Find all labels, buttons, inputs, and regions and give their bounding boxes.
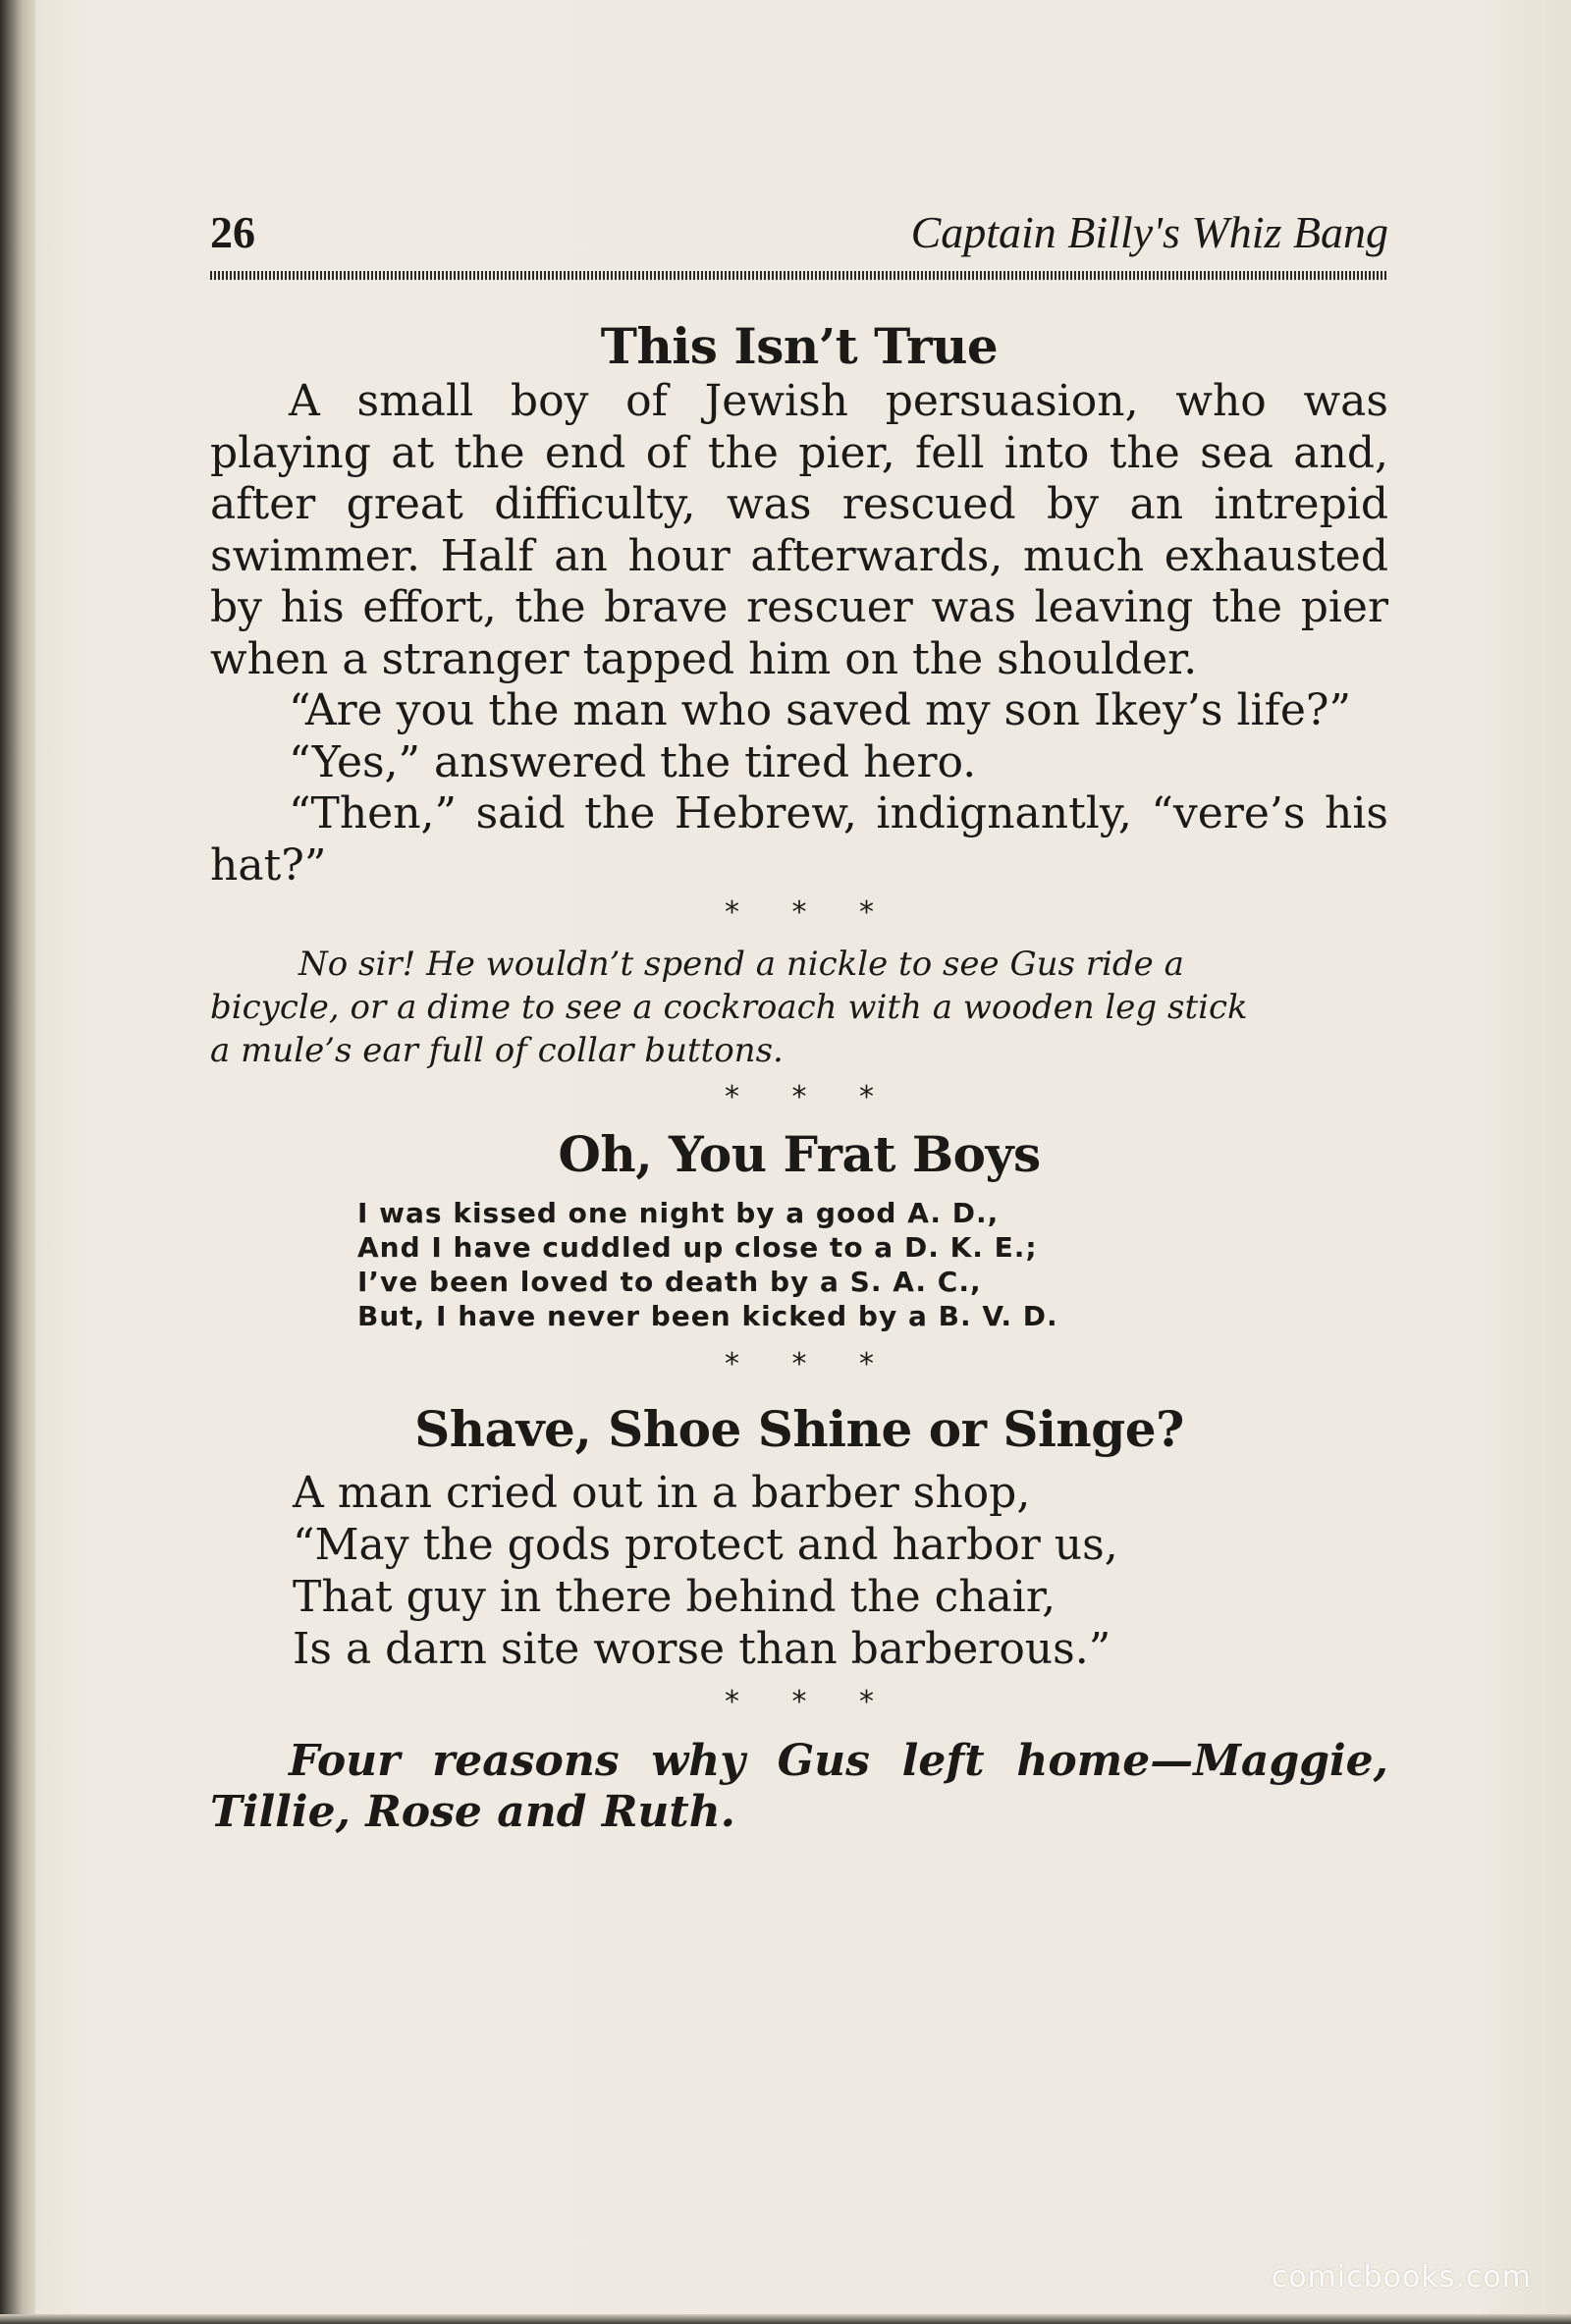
poem-line: That guy in there behind the chair,: [293, 1572, 1056, 1622]
text-column: [210, 206, 1388, 1838]
poem-line: And I have cuddled up close to a D. K. E.;: [357, 1231, 1038, 1264]
joke-gus-nickle: [210, 943, 1388, 1072]
poem-line: A man cried out in a barber shop,: [293, 1468, 1031, 1518]
story-paragraph: “Are you the man who saved my son Ikey’s life?”: [289, 685, 1351, 735]
watermark: comicbooks.com: [1271, 2260, 1532, 2295]
story-title-frat-boys: Oh, You Frat Boys: [558, 1125, 1041, 1183]
running-head: [210, 206, 1388, 265]
poem-line: “May the gods protect and harbor us,: [293, 1520, 1118, 1570]
section-separator: * * *: [724, 895, 875, 930]
running-title: Captain Billy's Whiz Bang: [910, 207, 1388, 257]
section-separator: * * *: [724, 1080, 875, 1114]
poem-line: I’ve been loved to death by a S. A. C.,: [357, 1266, 982, 1298]
section-separator: * * *: [724, 1685, 875, 1719]
joke-line: No sir! He wouldn’t spend a nickle to see Gus ride a: [298, 945, 1184, 984]
poem-line: I was kissed one night by a good A. D.,: [357, 1197, 1000, 1229]
story-paragraph: “Yes,” answered the tired hero.: [289, 736, 977, 787]
section-separator: * * *: [724, 1347, 875, 1381]
story-title-this-isnt-true: This Isn’t True: [600, 317, 999, 375]
joke-line: a mule’s ear full of collar buttons.: [210, 1031, 784, 1070]
page-binding-edge: [0, 0, 35, 2324]
poem-line: Is a darn site worse than barberous.”: [293, 1624, 1111, 1674]
closing-joke: Four reasons why Gus left home—Maggie, Tillie, Rose and Ruth.: [210, 1736, 1388, 1837]
story-paragraph: A small boy of Jewish persuasion, who was playing at the end of the pier, fell into the sea and, after great difficulty, was rescued by an intrepid swimmer. Half an hour afterwards, much exhausted by his effort, the brave rescuer was leaving the pier when a stranger tapped him on the shoulder.: [210, 376, 1388, 684]
joke-line: bicycle, or a dime to see a cockroach with a wooden leg stick: [210, 988, 1248, 1027]
poem-barber-shop: [293, 1467, 1388, 1675]
page-number: 26: [210, 207, 255, 257]
page-bottom-edge: [0, 2314, 1571, 2324]
poem-line: But, I have never been kicked by a B. V. D.: [357, 1300, 1058, 1332]
poem-frat-boys: [357, 1196, 1388, 1333]
story-paragraph: “Then,” said the Hebrew, indignantly, “vere’s his hat?”: [210, 788, 1388, 891]
header-rule: [210, 271, 1388, 280]
story-title-shave-shoe-shine: Shave, Shoe Shine or Singe?: [414, 1400, 1184, 1458]
